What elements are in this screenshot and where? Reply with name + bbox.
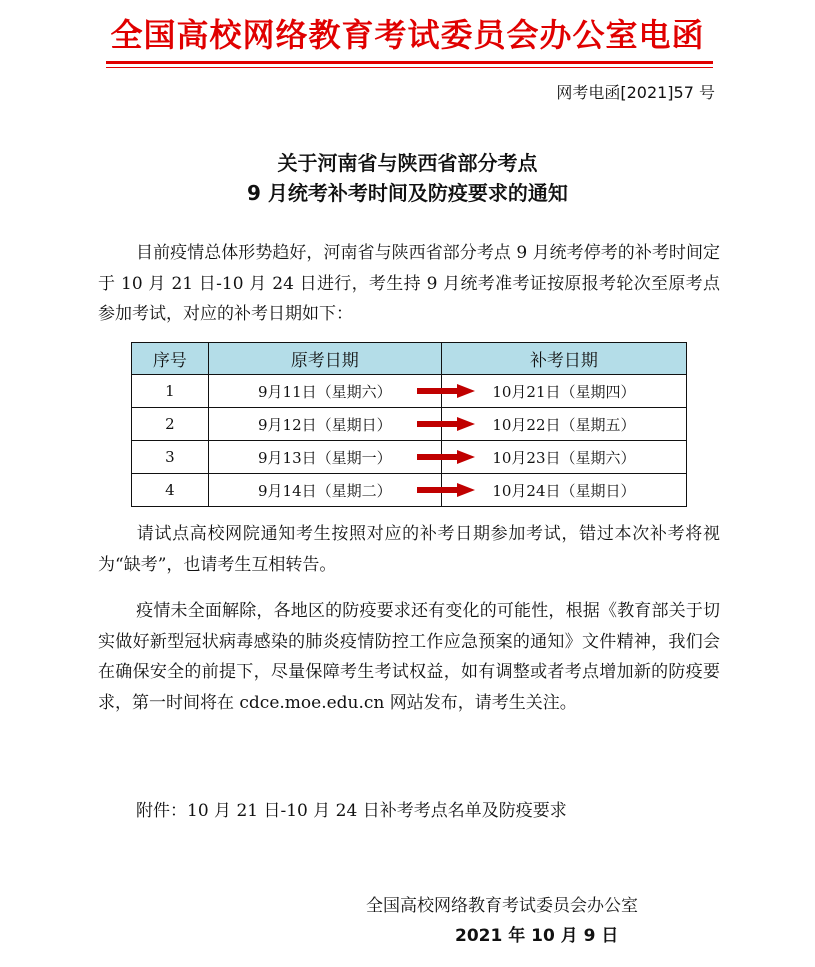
paragraph-epidemic-text: 疫情未全面解除，各地区的防疫要求还有变化的可能性，根据《教育部关于切实做好新型冠状病毒感染的肺炎疫情防控工作应急预案的通知》文件精神，我们会在确保安全的前提下，尽量保障考生考试权益，如有调整或者考点增加新的防疫要求，第一时间将在 cdce.moe.edu.cn 网站发布，请考生关注。 <box>98 601 720 713</box>
row-original-text: 9月14日（星期二） <box>258 481 392 500</box>
signature-date: 2021 年 10 月 9 日 <box>455 926 619 946</box>
signature-org: 全国高校网络教育考试委员会办公室 <box>366 896 638 916</box>
notice-title-line1: 关于河南省与陕西省部分考点 <box>277 151 538 175</box>
row-makeup-date: 10月24日（星期日） <box>441 474 686 507</box>
table-row <box>132 474 687 507</box>
letterhead-title: 全国高校网络教育考试委员会办公室电函 <box>110 16 705 54</box>
attachment-line <box>98 796 720 827</box>
paragraph-epidemic <box>98 596 720 718</box>
notice-title <box>0 148 815 208</box>
makeup-schedule-table <box>131 342 687 507</box>
right-arrow-icon <box>417 483 475 497</box>
header-makeup-date: 补考日期 <box>441 343 686 375</box>
table-row <box>132 441 687 474</box>
paragraph-intro-text: 目前疫情总体形势趋好，河南省与陕西省部分考点 9 月统考停考的补考时间定于 10 月 21 日-10 月 24 日进行，考生持 9 月统考准考证按原报考轮次至原考点参加考试，对应的补考日期如下： <box>98 243 720 324</box>
row-original-date <box>208 441 441 474</box>
header-no: 序号 <box>132 343 209 375</box>
right-arrow-icon <box>417 450 475 464</box>
header-original-date: 原考日期 <box>208 343 441 375</box>
table-row <box>132 408 687 441</box>
row-original-date <box>208 408 441 441</box>
notice-title-line2: 9 月统考补考时间及防疫要求的通知 <box>247 181 568 205</box>
table-header-row <box>132 343 687 375</box>
table-row <box>132 375 687 408</box>
right-arrow-icon <box>417 417 475 431</box>
row-original-text: 9月12日（星期日） <box>258 415 392 434</box>
right-arrow-icon <box>417 384 475 398</box>
row-original-date <box>208 474 441 507</box>
row-original-date <box>208 375 441 408</box>
row-original-text: 9月13日（星期一） <box>258 448 392 467</box>
letterhead-rule-thin <box>106 67 713 68</box>
row-no: 1 <box>132 375 209 408</box>
row-no: 3 <box>132 441 209 474</box>
row-makeup-date: 10月22日（星期五） <box>441 408 686 441</box>
paragraph-notify-text: 请试点高校网院通知考生按照对应的补考日期参加考试，错过本次补考将视为“缺考”，也请考生互相转告。 <box>98 524 720 575</box>
row-original-text: 9月11日（星期六） <box>258 382 392 401</box>
row-no: 2 <box>132 408 209 441</box>
row-makeup-date: 10月21日（星期四） <box>441 375 686 408</box>
paragraph-intro <box>98 238 720 330</box>
letterhead-rule-thick <box>106 61 713 64</box>
attachment-text: 附件：10 月 21 日-10 月 24 日补考考点名单及防疫要求 <box>136 801 567 821</box>
row-makeup-date: 10月23日（星期六） <box>441 441 686 474</box>
document-number: 网考电函[2021]57 号 <box>556 83 715 102</box>
paragraph-notify <box>98 519 720 580</box>
row-no: 4 <box>132 474 209 507</box>
